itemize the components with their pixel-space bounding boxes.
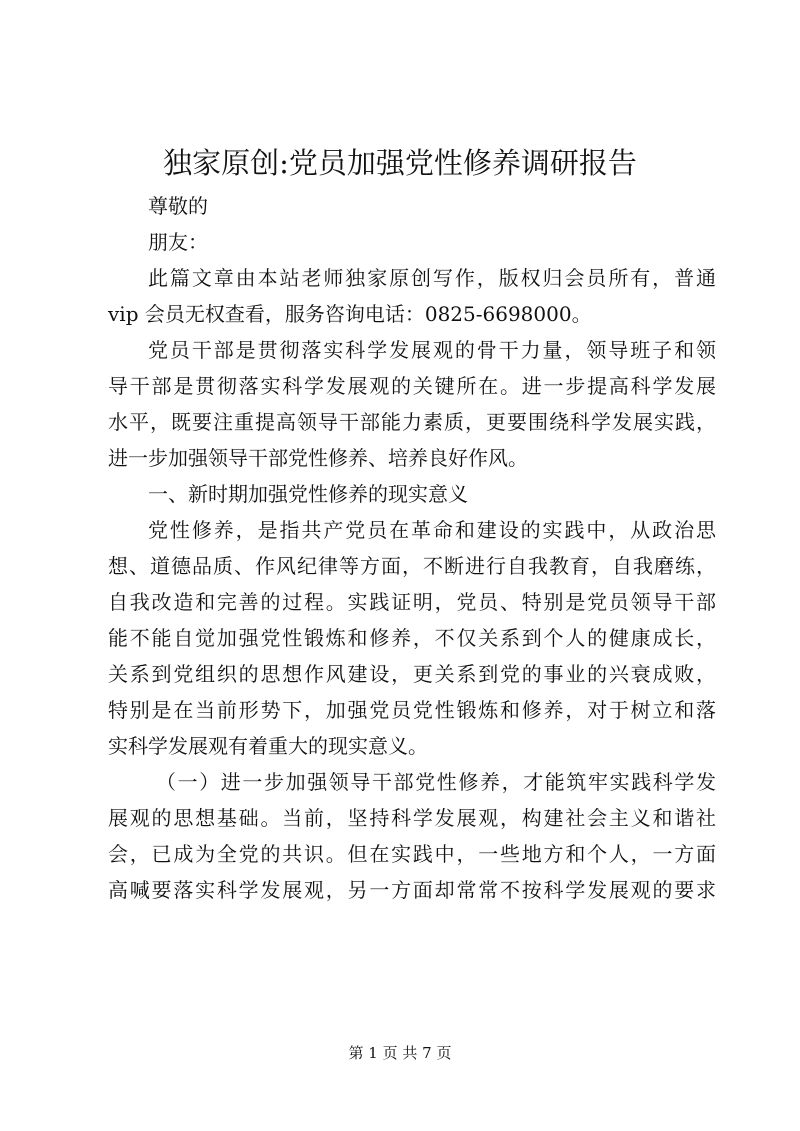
paragraph-line: 此篇文章由本站老师独家原创写作，版权归会员所有，普通 xyxy=(148,266,716,290)
paragraph-line: 能不能自觉加强党性锻炼和修养，不仅关系到个人的健康成长， xyxy=(108,626,716,650)
paragraph-line: 会，已成为全党的共识。但在实践中，一些地方和个人，一方面 xyxy=(108,842,716,866)
paragraph-line: 关系到党组织的思想作风建设，更关系到党的事业的兴衰成败， xyxy=(108,662,716,686)
page-number-footer: 第 1 页 共 7 页 xyxy=(348,1044,452,1062)
paragraph-line: 进一步加强领导干部党性修养、培养良好作风。 xyxy=(108,446,528,470)
salutation-line-1: 尊敬的 xyxy=(148,194,208,218)
paragraph-line: 党员干部是贯彻落实科学发展观的骨干力量，领导班子和领 xyxy=(148,338,716,362)
salutation-line-2: 朋友： xyxy=(148,230,208,254)
paragraph-line: 党性修养，是指共产党员在革命和建设的实践中，从政治思 xyxy=(148,518,716,542)
paragraph-line: vip 会员无权查看，服务咨询电话：0825-6698000。 xyxy=(108,302,592,326)
paragraph-line: 高喊要落实科学发展观，另一方面却常常不按科学发展观的要求 xyxy=(108,878,716,902)
paragraph-line: 特别是在当前形势下，加强党员党性锻炼和修养，对于树立和落 xyxy=(108,698,716,722)
paragraph-line: 自我改造和完善的过程。实践证明，党员、特别是党员领导干部 xyxy=(108,590,716,614)
paragraph-line: 水平，既要注重提高领导干部能力素质，更要围绕科学发展实践， xyxy=(108,410,716,434)
paragraph-line: 导干部是贯彻落实科学发展观的关键所在。进一步提高科学发展 xyxy=(108,374,716,398)
paragraph-line: （一）进一步加强领导干部党性修养，才能筑牢实践科学发 xyxy=(156,770,716,794)
paragraph-line: 想、道德品质、作风纪律等方面，不断进行自我教育，自我磨练， xyxy=(108,554,716,578)
paragraph-line: 实科学发展观有着重大的现实意义。 xyxy=(108,734,428,758)
document-title: 独家原创:党员加强党性修养调研报告 xyxy=(163,146,637,180)
paragraph-line: 展观的思想基础。当前，坚持科学发展观，构建社会主义和谐社 xyxy=(108,806,716,830)
section-heading: 一、新时期加强党性修养的现实意义 xyxy=(148,482,468,506)
document-body xyxy=(108,188,716,908)
